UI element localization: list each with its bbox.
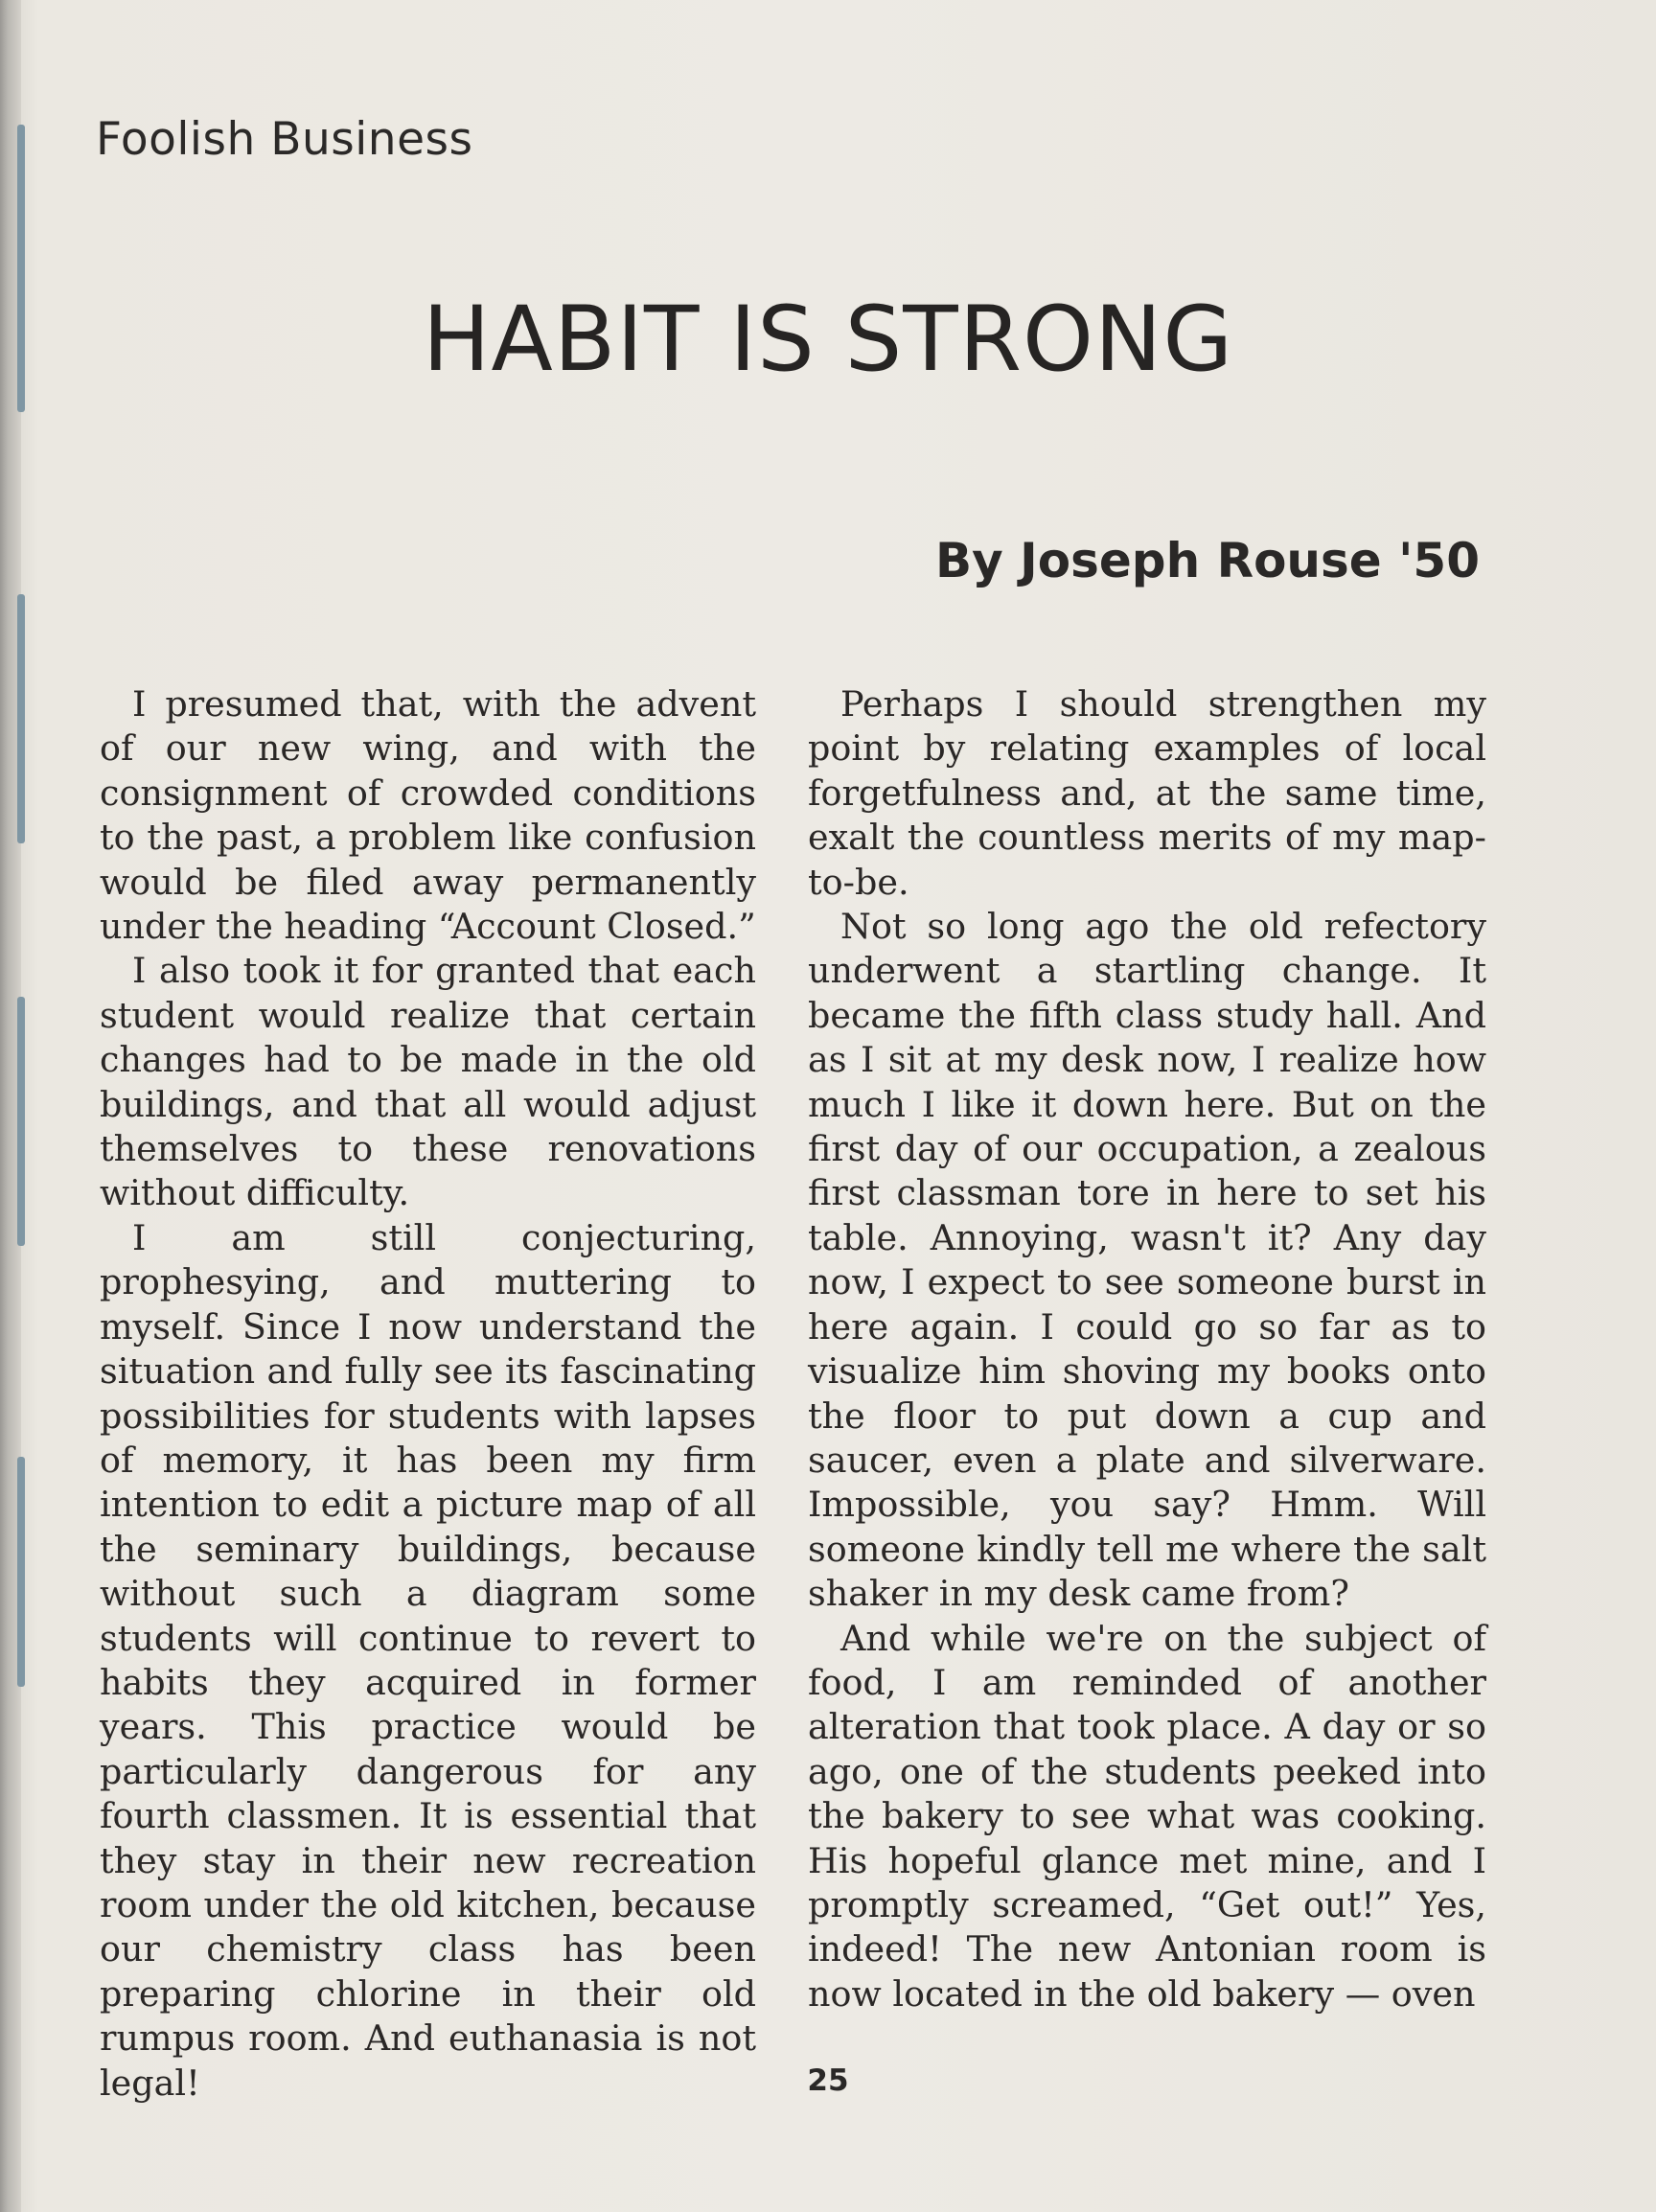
binding-thread [17, 1457, 25, 1687]
section-label: Foolish Business [96, 113, 473, 166]
paragraph: I also took it for granted that each student would realize that certain changes had to be made in the old buildings, and that all would adjust themselves to these renovations without difficulty. [100, 950, 756, 1214]
paragraph: Perhaps I should strengthen my point by relating examples of local forgetfulness and, at the same time, exalt the countless merits of my map-to-be. [808, 683, 1486, 903]
text-column-right [808, 682, 1486, 2016]
article-byline: By Joseph Rouse '50 [935, 533, 1480, 588]
paragraph: I presumed that, with the advent of our new wing, and with the consignment of crowded conditions to the past, a problem like confusion would be filed away permanently under the heading “Account Closed.” [100, 683, 756, 948]
article-title: HABIT IS STRONG [422, 288, 1234, 392]
paragraph: Not so long ago the old refectory underwent a startling change. It became the fifth class study hall. And as I sit at my desk now, I realize how much I like it down here. But on the first day of our occupation, a zealous first classman tore in here to set his table. Annoying, wasn't it? Any day now, I expect to see someone burst in here again. I could go so far as to visualize him shoving my books onto the floor to put down a cup and saucer, even a plate and silverware. Impossible, you say? Hmm. Will someone kindly tell me where the salt shaker in my desk came from? [808, 906, 1486, 1615]
binding-thread [17, 997, 25, 1246]
paragraph: I am still conjecturing, prophesying, and muttering to myself. Since I now understand the situation and fully see its fascinating possibilities for students with lapses of memory, it has been my firm intention to edit a picture map of all the seminary buildings, because without such a diagram some students will continue to revert to habits they acquired in former years. This practice would be particularly dangerous for any fourth classmen. It is essential that they stay in their new recreation room under the old kitchen, because our chemistry class has been preparing chlorine in their old rumpus room. And euthanasia is not legal! [100, 1216, 756, 2104]
paragraph: And while we're on the subject of food, I am reminded of another alteration that took place. A day or so ago, one of the students peeked into the bakery to see what was cooking. His hopeful glance met mine, and I promptly screamed, “Get out!” Yes, indeed! The new Antonian room is now located in the old bakery — oven [808, 1617, 1486, 2015]
page-number: 25 [807, 2063, 849, 2098]
binding-thread [17, 594, 25, 843]
text-column-left [100, 682, 756, 2106]
